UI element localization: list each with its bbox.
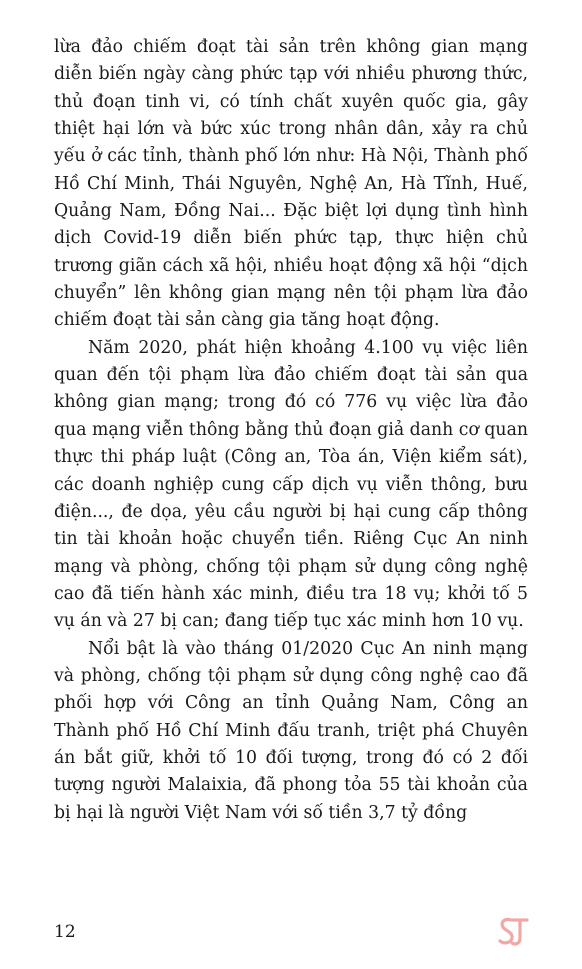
page-number: 12 [54, 922, 76, 942]
paragraph-highlight-case: Nổi bật là vào tháng 01/2020 Cục An ninh mạng và phòng, chống tội phạm sử dụng công nghệ cao đã phối hợp với Công an tỉnh Quảng Nam, Công an Thành phố Hồ Chí Minh đấu tranh, triệt phá Chuyên án bắt giữ, khởi tố 10 đối tượng, trong đó có 2 đối tượng người Malaixia, đã phong tỏa 55 tài khoản của bị hại là người Việt Nam với số tiền 3,7 tỷ đồng [54, 638, 528, 823]
body-text [54, 34, 528, 827]
st-logo-icon [496, 914, 530, 948]
publisher-logo-watermark [496, 914, 530, 948]
paragraph-continuation: lừa đảo chiếm đoạt tài sản trên không gian mạng diễn biến ngày càng phức tạp với nhiều phương thức, thủ đoạn tinh vi, có tính chất xuyên quốc gia, gây thiệt hại lớn và bức xúc trong nhân dân, xảy ra chủ yếu ở các tỉnh, thành phố lớn như: Hà Nội, Thành phố Hồ Chí Minh, Thái Nguyên, Nghệ An, Hà Tĩnh, Huế, Quảng Nam, Đồng Nai... Đặc biệt lợi dụng tình hình dịch Covid-19 diễn biến phức tạp, thực hiện chủ trương giãn cách xã hội, nhiều hoạt động xã hội “dịch chuyển” lên không gian mạng nên tội phạm lừa đảo chiếm đoạt tài sản càng gia tăng hoạt động. [54, 37, 528, 331]
paragraph-2020-statistics: Năm 2020, phát hiện khoảng 4.100 vụ việc liên quan đến tội phạm lừa đảo chiếm đoạt tài sản qua không gian mạng; trong đó có 776 vụ việc lừa đảo qua mạng viễn thông bằng thủ đoạn giả danh cơ quan thực thi pháp luật (Công an, Tòa án, Viện kiểm sát), các doanh nghiệp cung cấp dịch vụ viễn thông, bưu điện..., đe dọa, yêu cầu người bị hại cung cấp thông tin tài khoản hoặc chuyển tiền. Riêng Cục An ninh mạng và phòng, chống tội phạm sử dụng công nghệ cao đã tiến hành xác minh, điều tra 18 vụ; khởi tố 5 vụ án và 27 bị can; đang tiếp tục xác minh hơn 10 vụ. [54, 337, 528, 632]
